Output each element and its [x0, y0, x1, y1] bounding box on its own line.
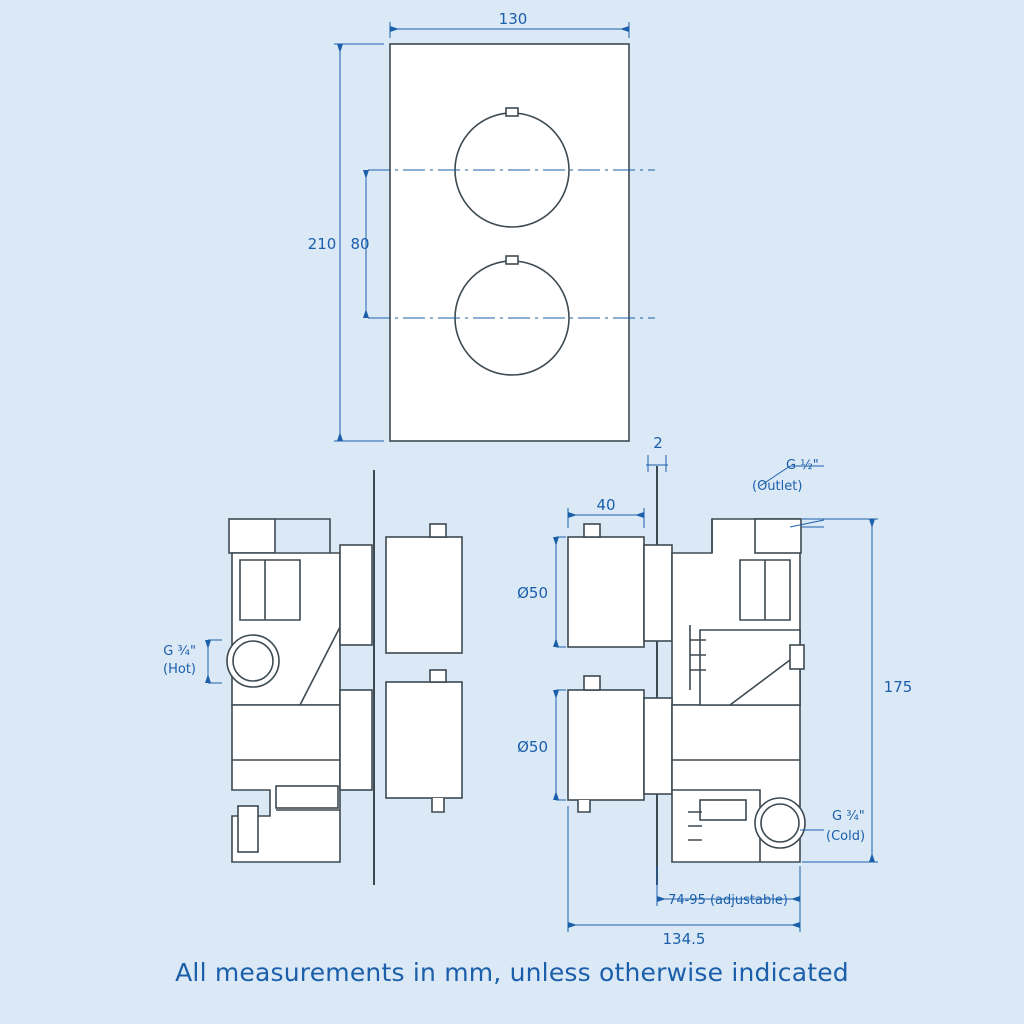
label-cold-1: G ¾" — [832, 809, 865, 824]
left-lower-cartridge — [386, 682, 462, 798]
right-lower-cart-nub — [584, 676, 600, 690]
label-hot-1: G ¾" — [163, 644, 196, 659]
label-hot-2: (Hot) — [163, 662, 196, 677]
right-upper-flange — [644, 545, 672, 641]
right-lower-cart-foot — [578, 800, 590, 812]
right-lower-cartridge — [568, 690, 644, 800]
dim-front-height: 210 — [307, 235, 337, 253]
right-top-boss — [755, 519, 801, 553]
dim-cartridge-width: 40 — [596, 496, 616, 514]
dim-knob-spacing: 80 — [350, 235, 370, 253]
dim-dia-bottom: Ø50 — [517, 738, 548, 756]
caption-text: All measurements in mm, unless otherwise indicated — [175, 958, 849, 987]
right-side-view-group — [568, 466, 805, 885]
dim-dia-top: Ø50 — [517, 584, 548, 602]
dim-overall-height: 175 — [883, 678, 913, 696]
dim-front-width: 130 — [498, 10, 528, 28]
left-lower-tab — [238, 806, 258, 852]
left-lower-cart-nub — [430, 670, 446, 682]
left-upper-shoulder — [275, 519, 330, 553]
label-cold-2: (Cold) — [826, 829, 866, 844]
left-top-boss — [229, 519, 275, 553]
dim-plate-thickness: 2 — [653, 434, 663, 452]
left-upper-cartridge — [386, 537, 462, 653]
left-lower-flange — [340, 690, 372, 790]
right-lower-flange — [644, 698, 672, 794]
left-side-view-group — [227, 470, 462, 885]
left-lower-outlet — [276, 786, 338, 808]
dim-total-depth: 134.5 — [662, 930, 706, 948]
left-upper-cavity — [240, 560, 300, 620]
right-cold-port-inner — [761, 804, 799, 842]
dim-adjustable-depth: 74-95 (adjustable) — [668, 893, 788, 908]
front-lower-knob-nub — [506, 256, 518, 264]
left-hot-label-dim — [208, 640, 222, 683]
right-mid-tab — [790, 645, 804, 669]
left-lower-cart-foot — [432, 798, 444, 812]
left-upper-flange — [340, 545, 372, 645]
left-hot-port-inner — [233, 641, 273, 681]
front-upper-knob-nub — [506, 108, 518, 116]
front-view-group — [390, 44, 629, 441]
right-upper-cart-nub — [584, 524, 600, 537]
right-mid-block — [700, 630, 800, 705]
right-upper-cartridge — [568, 537, 644, 647]
label-outlet-2: (Outlet) — [752, 479, 803, 494]
right-lower-outlet — [700, 800, 746, 820]
label-outlet-1: G ½" — [786, 458, 819, 473]
front-faceplate — [390, 44, 629, 441]
left-upper-cart-nub — [430, 524, 446, 537]
